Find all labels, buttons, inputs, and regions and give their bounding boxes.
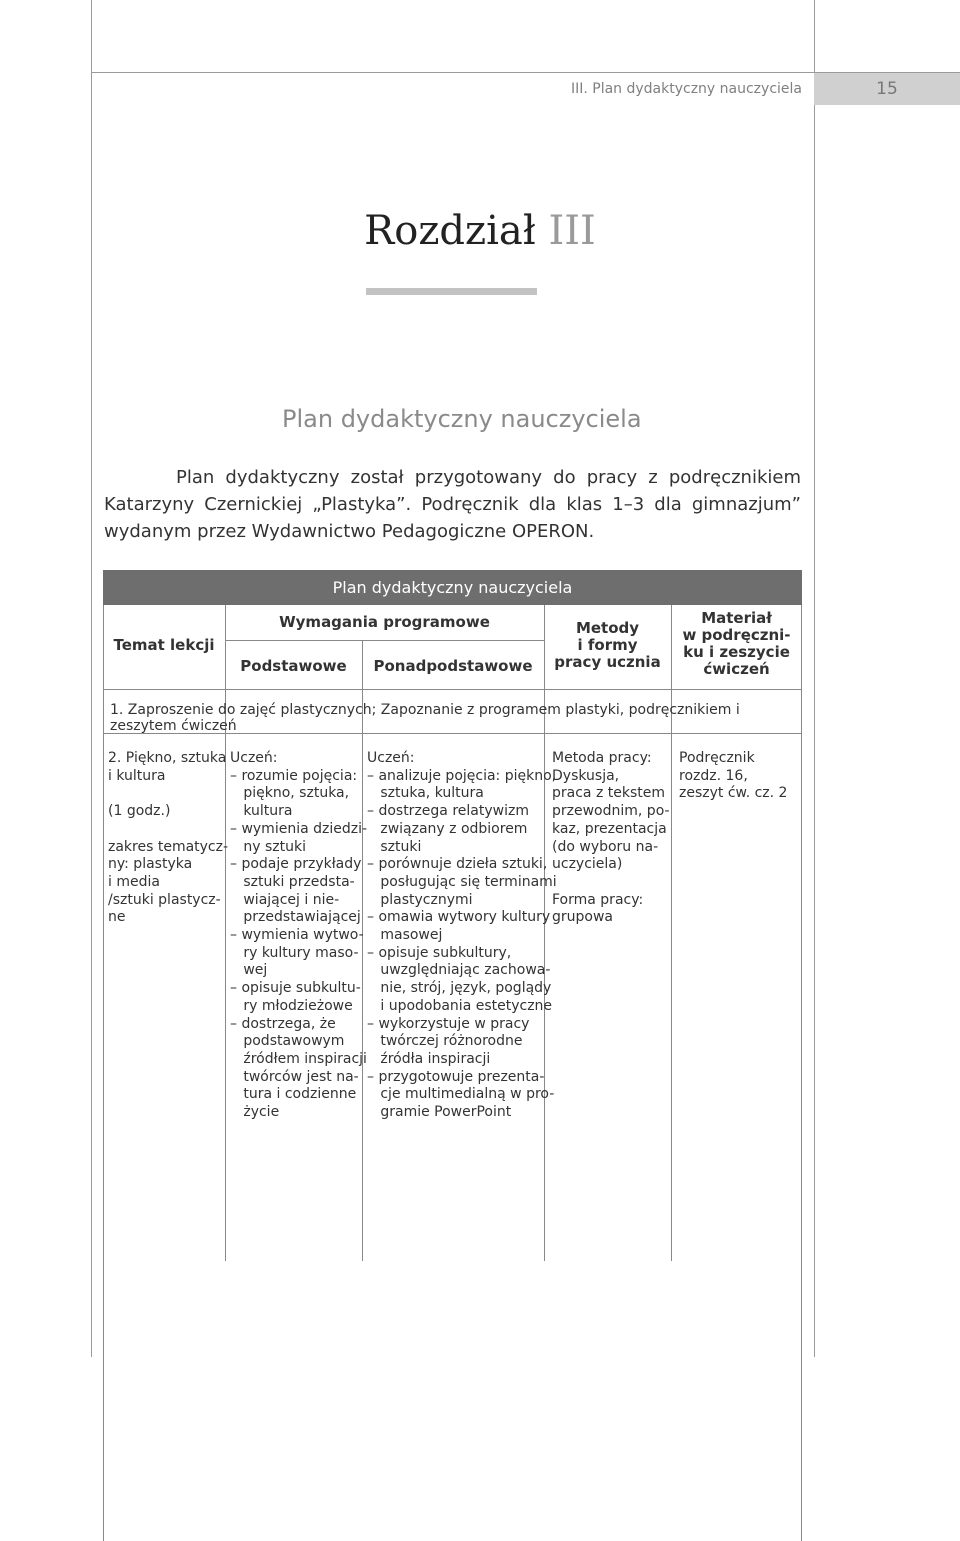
- row-2-material: Podręcznik rozdz. 16, zeszyt ćw. cz. 2: [679, 750, 788, 802]
- header-ponadpodstawowe: Ponadpodstawowe: [373, 657, 533, 675]
- divider: [225, 640, 544, 641]
- chapter-heading: [0, 208, 960, 254]
- header-podstawowe: Podstawowe: [240, 657, 347, 675]
- table-title: Plan dydaktyczny nauczyciela: [103, 570, 802, 605]
- page-left-rule: [91, 0, 92, 1357]
- chapter-word: Rozdział: [364, 208, 536, 254]
- row-2-podstawowe: Uczeń: – rozumie pojęcia: piękno, sztuka, kultura – wymienia dziedzi- ny sztuki – podaje przykłady sztuki przedsta- wiającej i nie- przedstawiającej – wymienia wytwo- ry kultury maso- wej – opisuje subkultu- ry młodzieżowe – dostrzega, że podstawowym źródłem inspiracji twórców jest na- tura i codzienne życie: [230, 750, 368, 1121]
- header-temat: Temat lekcji: [113, 636, 215, 654]
- intro-paragraph: [104, 464, 801, 545]
- running-title: III. Plan dydaktyczny nauczyciela: [570, 81, 802, 97]
- plan-table: [103, 570, 802, 1541]
- chapter-rule: [366, 288, 537, 295]
- divider: [103, 689, 802, 690]
- row-2-metody: Metoda pracy: Dyskusja, praca z tekstem przewodnim, po- kaz, prezentacja (do wyboru na- uczyciela) Forma pracy: grupowa: [552, 750, 670, 926]
- header-material: Materiał w podręczni- ku i zeszycie ćwiczeń: [682, 609, 791, 678]
- row-2-temat: 2. Piękno, sztuka i kultura (1 godz.) zakres tematycz- ny: plastyka i media /sztuki plastycz- ne: [108, 750, 229, 926]
- page-right-rule: [814, 0, 815, 1357]
- table-border-right: [801, 605, 802, 1541]
- table-border-left: [103, 605, 104, 1541]
- header-metody: Metody i formy pracy ucznia: [554, 619, 661, 671]
- chapter-numeral: III: [548, 208, 596, 254]
- intro-text: Plan dydaktyczny został przygotowany do pracy z podręcznikiem Katarzyny Czernickiej „Plastyka”. Podręcznik dla klas 1–3 dla gimnazjum” wydanym przez Wydawnictwo Pedagogiczne OPERON.: [104, 467, 801, 542]
- page-number: 15: [814, 73, 960, 105]
- header-wymagania: Wymagania programowe: [279, 613, 490, 631]
- row-2-ponadpodstawowe: Uczeń: – analizuje pojęcia: piękno, sztuka, kultura – dostrzega relatywizm związany z odbiorem sztuki – porównuje dzieła sztuki, posługując się terminami plastycznymi – omawia wytwory kultury masowej – opisuje subkultury, uwzględniając zachowa- nie, strój, język, poglądy i upodobania estetyczne – wykorzystuje w pracy twórczej różnorodne źródła inspiracji – przygotowuje prezenta- cje multimedialną w pro- gramie PowerPoint: [367, 750, 557, 1121]
- section-title: Plan dydaktyczny nauczyciela: [282, 405, 642, 433]
- row-1-lesson: 1. Zaproszenie do zajęć plastycznych; Zapoznanie z programem plastyki, podręcznikiem i zeszytem ćwiczeń: [110, 702, 740, 734]
